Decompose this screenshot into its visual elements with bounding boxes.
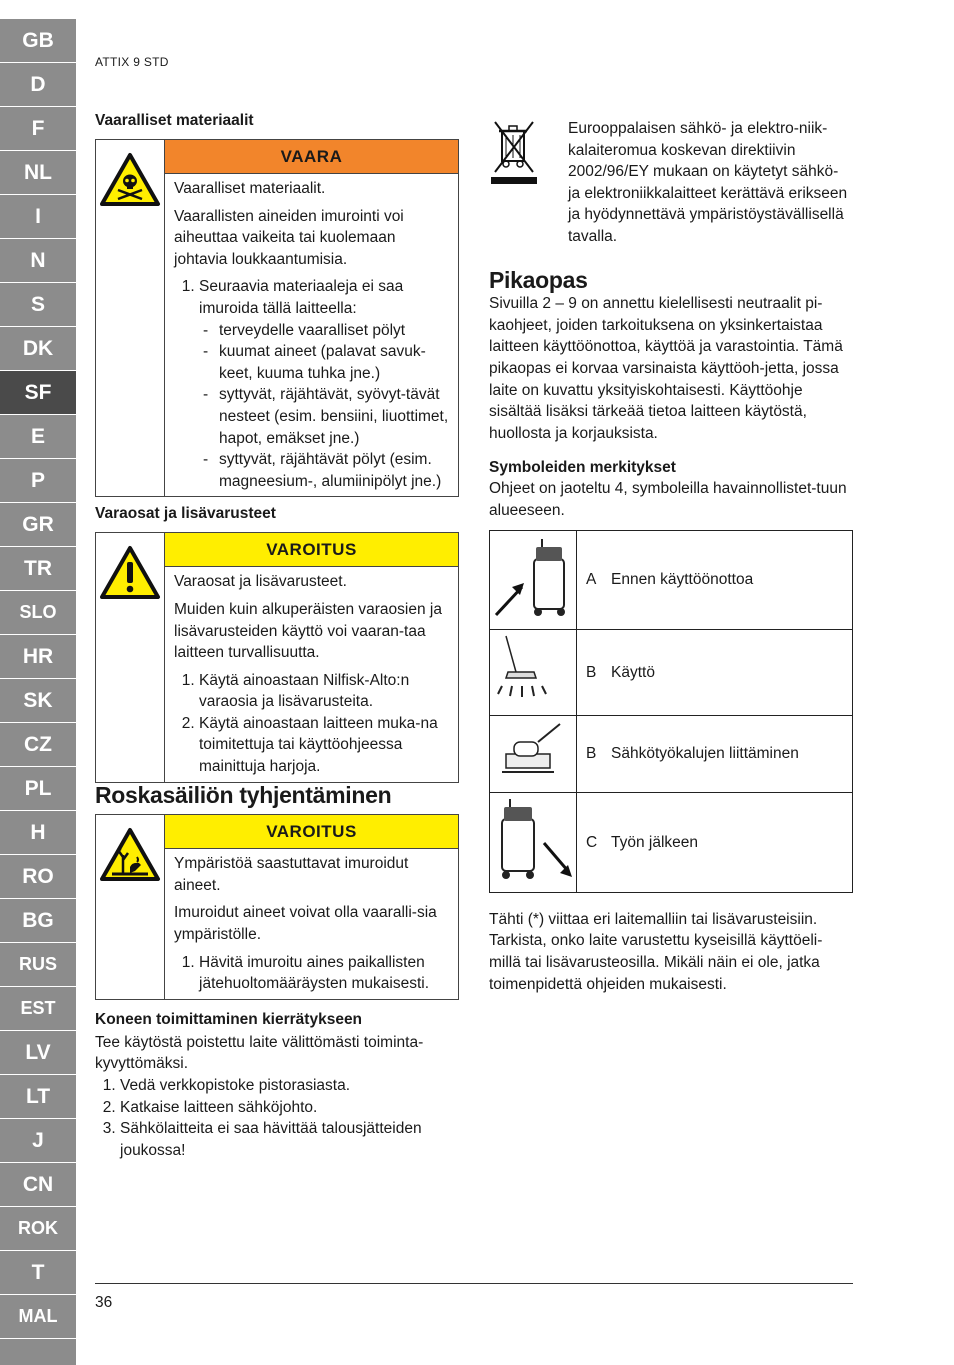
warning-list <box>174 670 452 778</box>
language-tab-gr[interactable]: GR <box>0 503 76 547</box>
language-tab-p[interactable]: P <box>0 459 76 503</box>
symbol-label <box>577 530 853 630</box>
language-tab-rok[interactable]: ROK <box>0 1207 76 1251</box>
danger-list <box>174 276 452 492</box>
symbol-letter: C <box>586 833 598 851</box>
language-tab-tr[interactable]: TR <box>0 547 76 591</box>
table-row <box>490 715 853 793</box>
symbols-table <box>489 530 853 893</box>
footer-divider <box>95 1283 853 1284</box>
crossed-bin-icon <box>489 118 568 248</box>
list-item <box>199 276 452 492</box>
warning-list <box>174 952 452 995</box>
language-tab-j[interactable]: J <box>0 1119 76 1163</box>
language-tab-dk[interactable]: DK <box>0 327 76 371</box>
symbol-text: Ennen käyttöönottoa <box>611 571 754 588</box>
symbol-text: Sähkötyökalujen liittäminen <box>611 745 799 763</box>
quick-guide-title: Pikaopas <box>489 266 588 293</box>
warning-box-spare-parts <box>95 532 459 782</box>
table-row <box>490 793 853 893</box>
language-tab-mal[interactable]: MAL <box>0 1295 76 1339</box>
language-tab-lv[interactable]: LV <box>0 1031 76 1075</box>
symbol-text: Käyttö <box>611 663 655 681</box>
language-tab-f[interactable]: F <box>0 107 76 151</box>
page-number: 36 <box>95 1294 113 1311</box>
warning-box-environment <box>95 814 459 1000</box>
warning-text-1: Varaosat ja lisävarusteet. <box>174 573 347 591</box>
language-tab-hr[interactable]: HR <box>0 635 76 679</box>
recycling-intro: Tee käytöstä poistettu laite välittömästi toiminta-kyvyttömäksi. <box>95 1033 424 1073</box>
language-tab-bg[interactable]: BG <box>0 899 76 943</box>
floor-nozzle-icon <box>490 630 577 716</box>
list-item: 2. Katkaise laitteen sähköjohto. <box>120 1097 459 1119</box>
power-tool-icon <box>490 715 577 793</box>
language-tab-sk[interactable]: SK <box>0 679 76 723</box>
language-tab-pl[interactable]: PL <box>0 767 76 811</box>
language-tab-h[interactable]: H <box>0 811 76 855</box>
language-tab-nl[interactable]: NL <box>0 151 76 195</box>
weee-text: Eurooppalaisen sähkö- ja elektro-niik-kalaiteromua koskevan direktiivin 2002/96/EY mukaan on käytetyt sähkö- ja elektroniikkalaitteet kerättävä erikseen ja hyödynnettävä ympäristöystävällisellä tavalla. <box>568 120 848 245</box>
dash-list <box>199 320 452 493</box>
list-item: 1. Käytä ainoastaan Nilfisk-Alto:n varaosia ja lisävarusteita. <box>199 670 452 713</box>
symbol-label <box>577 630 853 716</box>
language-sidebar <box>0 19 76 1365</box>
table-row <box>490 630 853 716</box>
recycling-list <box>95 1075 459 1161</box>
warning-text-1: Ympäristöä saastuttavat imuroidut aineet. <box>174 855 409 894</box>
list-item: - kuumat aineet (palavat savuk-keet, kuuma tuhka jne.) <box>201 341 452 384</box>
quick-guide-intro: Sivuilla 2 – 9 on annettu kielellisesti neutraalit pi-kaohjeet, joiden tarkoituksena on yksinkertaistaa laitteen käyttöönottoa, käyttöä ja varastointia. Tämä pikaopas ei korvaa varsinaista käyttöoh-jetta, jossa laite on kuvattu yksityiskohtaisesti. Käyttöohje sisältää lisäksi tärkeää tietoa laitteen käytöstä, huollosta ja korjauksista. <box>489 295 843 442</box>
language-tab-cn[interactable]: CN <box>0 1163 76 1207</box>
symbol-letter: A <box>586 571 597 588</box>
right-column <box>489 118 853 995</box>
hazardous-materials-heading: Vaaralliset materiaalit <box>95 112 254 129</box>
danger-text-2: Vaarallisten aineiden imurointi voi aiheuttaa vaikeita tai kuolemaan johtavia loukkaantumisia. <box>174 207 404 268</box>
language-tab-cz[interactable]: CZ <box>0 723 76 767</box>
language-tab-slo[interactable]: SLO <box>0 591 76 635</box>
symbols-heading: Symboleiden merkitykset <box>489 459 676 477</box>
symbol-label <box>577 793 853 893</box>
vacuum-start-icon <box>490 530 577 630</box>
spare-parts-heading: Varaosat ja lisävarusteet <box>95 505 276 523</box>
list-item: 1. Hävitä imuroitu aines paikallisten jätehuoltomääräysten mukaisesti. <box>199 952 452 995</box>
environment-hazard-icon <box>96 815 165 999</box>
danger-box <box>95 139 459 497</box>
language-tab-gb[interactable]: GB <box>0 19 76 63</box>
symbols-intro: Ohjeet on jaoteltu 4, symboleilla havainnollistet-tuun alueeseen. <box>489 480 847 519</box>
language-tab-e[interactable]: E <box>0 415 76 459</box>
emptying-title: Roskasäiliön tyhjentäminen <box>95 781 392 808</box>
warning-heading: VAROITUS <box>165 533 458 567</box>
list-item: - syttyvät, räjähtävät, syövyt-tävät nesteet (esim. bensiini, liuottimet, hapot, emäkset jne.) <box>201 384 452 449</box>
symbol-label <box>577 715 853 793</box>
list-item: - terveydelle vaaralliset pölyt <box>201 320 452 342</box>
list-item: - syttyvät, räjähtävät pölyt (esim. magneesium-, alumiinipölyt jne.) <box>201 449 452 492</box>
asterisk-note: Tähti (*) viittaa eri laitemalliin tai lisävarusteisiin. Tarkista, onko laite varustettu kyseisillä käyttöeli-millä tai lisävarusteosilla. Mikäli näin ei ole, jatka toimenpidettä ohjeiden mukaisesti. <box>489 910 823 993</box>
language-tab-lt[interactable]: LT <box>0 1075 76 1119</box>
language-tab-s[interactable]: S <box>0 283 76 327</box>
list-item: 3. Sähkölaitteita ei saa hävittää talousjätteiden joukossa! <box>120 1118 459 1161</box>
warning-exclamation-icon <box>96 533 165 781</box>
language-tab-ro[interactable]: RO <box>0 855 76 899</box>
language-tab-d[interactable]: D <box>0 63 76 107</box>
warning-text-2: Imuroidut aineet voivat olla vaaralli-sia ympäristölle. <box>174 904 437 944</box>
list-item-text: Seuraavia materiaaleja ei saa imuroida tällä laitteella: <box>199 278 404 317</box>
danger-heading: VAARA <box>165 140 458 174</box>
list-item: 2. Käytä ainoastaan laitteen muka-na toimitettuja tai käyttöohjeessa mainittuja harjoja. <box>199 713 452 778</box>
danger-text-1: Vaaralliset materiaalit. <box>174 180 326 197</box>
language-tab-t[interactable]: T <box>0 1251 76 1295</box>
model-name: ATTIX 9 STD <box>95 55 169 69</box>
language-tab-n[interactable]: N <box>0 239 76 283</box>
symbol-letter: B <box>586 745 597 763</box>
warning-text-2: Muiden kuin alkuperäisten varaosien ja lisävarusteiden käyttö voi vaaran-taa laitteen turvallisuutta. <box>174 600 442 662</box>
toxic-hazard-icon <box>96 140 165 496</box>
language-tab-rus[interactable]: RUS <box>0 943 76 987</box>
recycling-heading: Koneen toimittaminen kierrätykseen <box>95 1010 363 1028</box>
language-tab-i[interactable]: I <box>0 195 76 239</box>
symbol-text: Työn jälkeen <box>611 833 699 851</box>
vacuum-after-work-icon <box>490 793 577 893</box>
language-tab-sf[interactable]: SF <box>0 371 76 415</box>
weee-section <box>489 118 853 248</box>
symbol-letter: B <box>586 663 597 681</box>
table-row <box>490 530 853 630</box>
list-item: 1. Vedä verkkopistoke pistorasiasta. <box>120 1075 459 1097</box>
language-tab-est[interactable]: EST <box>0 987 76 1031</box>
warning-heading: VAROITUS <box>165 815 458 849</box>
left-column <box>95 110 459 1161</box>
